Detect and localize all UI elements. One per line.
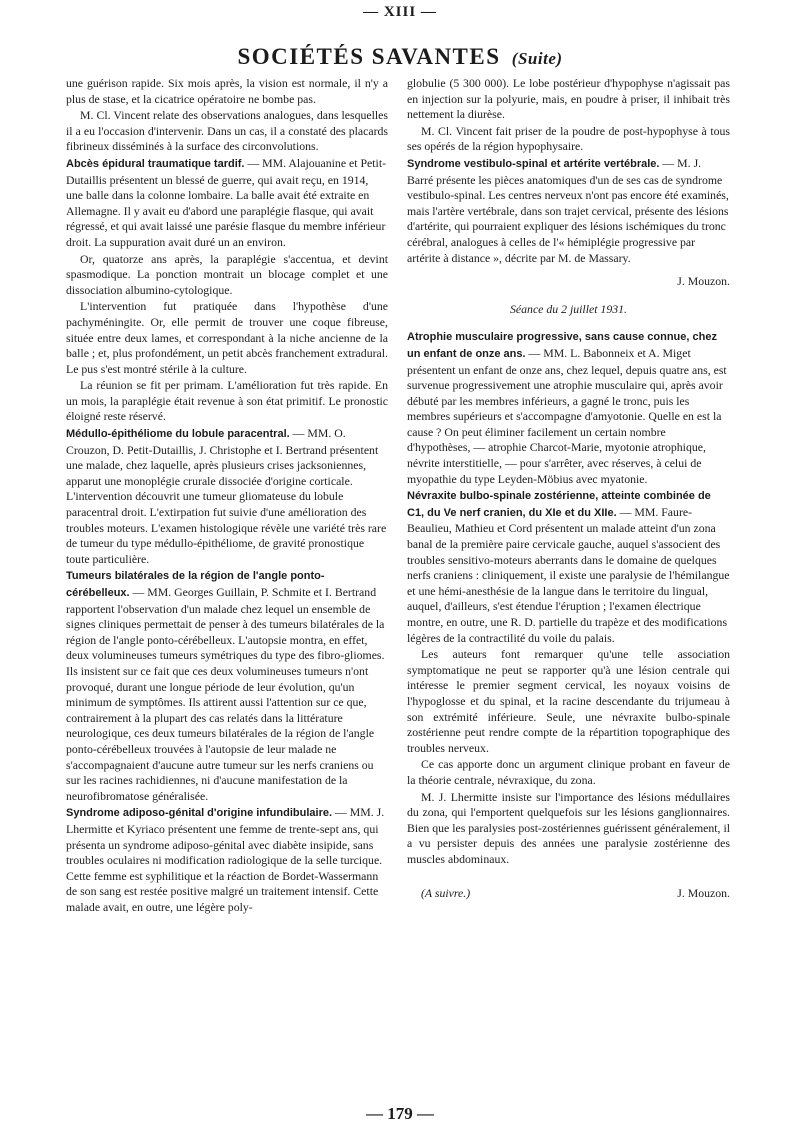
paragraph-body: — MM. Faure-Beaulieu, Mathieu et Cord présentent un malade atteint d'un zona banal de la première paire cervicale gauche, auquel s'associent des troubles sensitivo-moteurs aberrants dans le domaine de quelques nerfs craniens : cliniquement, il existe une paralysie de l'hémilangue et une hémi-anesthésie de la langue dans le territoire du lingual, auquel, d'ailleurs, s'est étendue l'éruption ; l'examen électrique montre, en outre, une R. D. partielle du trapèze et des modifications légères de la contractilité du voile du palais. <box>407 504 730 645</box>
article-heading: Névraxite bulbo-spinale zostérienne, atteinte combinée de C1, du Ve nerf cranien, du XIe et du XIIe. <box>407 490 711 519</box>
author-signature: J. Mouzon. <box>677 274 730 289</box>
paragraph: L'intervention fut pratiquée dans l'hypothèse d'une pachyméningite. Or, elle permit de trouver une coque fibreuse, située entre deux lames, et correspondant à la niche ancienne de la balle ; et, plus profondément, un petit abcès franchement extradural. Le pus s'est montré stérile à la culture. <box>66 299 388 376</box>
paragraph: Or, quatorze ans après, la paraplégie s'accentua, et devint spasmodique. La ponction montrait un blocage complet et une dissociation albumino-cytologique. <box>66 251 388 297</box>
paragraph: M. J. Lhermitte insiste sur l'importance des lésions médullaires du zona, qui l'emportent quelquefois sur les lésions ganglionnaires. Bien que les paralysies post-zostériennes guérissent généralement, il a vu persister depuis des années une paralysie zostérienne des muscles abdominaux. <box>407 789 731 866</box>
paragraph-body: — MM. L. Babonneix et A. Miget présentent un enfant de onze ans, chez lequel, depuis quatre ans, est survenue progressivement une atrophie musculaire qui, après avoir débuté par les membres inférieurs, a gagné le tronc, puis les membres supérieurs et s'accompagne d'amyotonie. Quelle en est la cause ? On peut éliminer facilement un certain nombre d'hypothèses, — atrophie Charcot-Marie, myotonie atrophique, névrite interstitielle, — pour s'arrêter, avec réserves, à celui de myopathie du type Leyden-Möbius avec myatonie. <box>407 345 727 486</box>
author-signature: J. Mouzon. <box>677 885 730 900</box>
paragraph: M. Cl. Vincent fait priser de la poudre de post-hypophyse à tous ses opérés de la région hypophysaire. <box>407 123 730 154</box>
left-column <box>66 76 388 916</box>
article-heading: Tumeurs bilatérales de la région de l'angle ponto-cérébelleux. <box>66 570 325 599</box>
article-heading: Syndrome vestibulo-spinal et artérite vertébrale. <box>407 157 660 170</box>
section-title: SOCIÉTÉS SAVANTES <box>237 44 501 69</box>
section-title-suite: (Suite) <box>511 49 563 68</box>
paragraph: Les auteurs font remarquer qu'une telle association symptomatique ne peut se rapporter qu'à une lésion centrale qui intéresse le premier segment cervical, les noyaux voisins de l'hypoglosse et du spinal, et la racine descendante du trijumeau à son extrémité inférieure. Seule, une névraxite bulbo-spinale zostérienne peut rendre compte de la répartition topographique des troubles nerveux. <box>407 647 730 755</box>
article-heading: Médullo-épithéliome du lobule paracentral. <box>66 428 290 441</box>
article-heading: Atrophie musculaire progressive, sans cause connue, chez un enfant de onze ans. <box>407 331 717 360</box>
paragraph: une guérison rapide. Six mois après, la vision est normale, il n'y a plus de stase, et la cicatrice opératoire ne bombe pas. <box>66 76 388 106</box>
article-heading: Syndrome adiposo-génital d'origine infundibulaire. <box>66 807 333 820</box>
right-column <box>407 76 730 901</box>
paragraph-body: — MM. J. Lhermitte et Kyriaco présentent une femme de trente-sept ans, qui présenta un syndrome adiposo-génital avec diabète insipide, sans troubles oculaires ni modification radiologique de la selle turcique. Cette femme est syphilitique et la réaction de Bordet-Wassermann de son sang est restée positive malgré un traitement intensif. Cette malade avait, en outre, une légère poly- <box>66 805 385 914</box>
roman-page-marker: — XIII — <box>363 4 437 20</box>
to-be-continued: (A suivre.) <box>421 885 471 900</box>
page-number: — 179 — <box>366 1104 434 1123</box>
paragraph-body: — M. J. Barré présente les pièces anatomiques d'un de ses cas de syndrome vestibulo-spinal. Les centres nerveux n'ont pas encore été examinés, mais l'artère vertébrale, dans son trajet cervical, présente des lésions d'artérite, qui pourraient expliquer des lésions ischémiques du tronc cérébral, analogues à celles de l'« hémiplégie progressive par artérite à distance », décrite par M. de Massary. <box>407 155 729 265</box>
paragraph: La réunion se fit per primam. L'amélioration fut très rapide. En un mois, la paraplégie était revenue à son état primitif. Le pronostic éloigné reste réservé. <box>66 378 388 424</box>
session-date: Séance du 2 juillet 1931. <box>510 301 627 316</box>
closing-row <box>407 886 730 902</box>
paragraph-body: — MM. Georges Guillain, P. Schmite et I. Bertrand rapportent l'observation d'un malade chez lequel un ensemble de signes cliniques permettait de penser à des tumeurs bilatérales de la région de l'angle ponto-cérébelleux. L'autopsie montra, en effet, deux volumineuses tumeurs symétriques du type des fibro-gliomes. Ils insistent sur ce fait que ces deux volumineuses tumeurs n'ont provoqué, durant une longue période de leur évolution, qu'un minimum de symptômes. Ils attirent aussi l'attention sur ce que, contrairement à la plupart des cas relatés dans la littérature neurologique, ces deux tumeurs bilatérales de la région de l'angle ponto-cérébelleux trouvées à l'autopsie de leur malade ne s'accompagnaient d'aucune autre tumeur sur les nerfs craniens ou sur les racines rachidiennes, ni d'aucune manifestation de la neurofibromatose généralisée. <box>66 585 385 803</box>
section-header <box>0 44 800 70</box>
paragraph: globulie (5 300 000). Le lobe postérieur d'hypophyse n'agissait pas en injection sur la polyurie, mais, en poudre à priser, il inhibait très nettement la diurèse. <box>407 76 730 122</box>
paragraph: M. Cl. Vincent relate des observations analogues, dans lesquelles il a eu l'occasion d'intervenir. Dans un cas, il a constaté des placards fibrineux disséminés à la surface des circonvolutions. <box>66 108 388 154</box>
article-heading: Abcès épidural traumatique tardif. <box>66 157 245 170</box>
paragraph-body: — MM. Alajouanine et Petit-Dutaillis présentent un blessé de guerre, qui avait reçu, en 1914, une balle dans la colonne lombaire. La balle avait été extraite en Allemagne. Il y avait eu d'abord une paraplégie flasque, qui avait régressé, et qui avait laissé une parésie flasque du membre inférieur droit. La suppuration avait duré un an environ. <box>66 155 387 249</box>
paragraph-body: — MM. O. Crouzon, D. Petit-Dutaillis, J. Christophe et I. Bertrand présentent une malade, chez laquelle, après plusieurs crises jacksoniennes, apparut une monoplégie crurale dissociée d'origine corticale. L'intervention découvrit une tumeur gliomateuse du lobule paracentral droit. L'extirpation fut suivie d'une amélioration des troubles moteurs. L'examen histologique révèle une variété très rare de tumeur du type médullo-épithéliome, de gravité pronostique toute particulière. <box>66 426 387 566</box>
paragraph: Ce cas apporte donc un argument clinique probant en faveur de la théorie centrale, névraxique, du zona. <box>407 757 730 787</box>
